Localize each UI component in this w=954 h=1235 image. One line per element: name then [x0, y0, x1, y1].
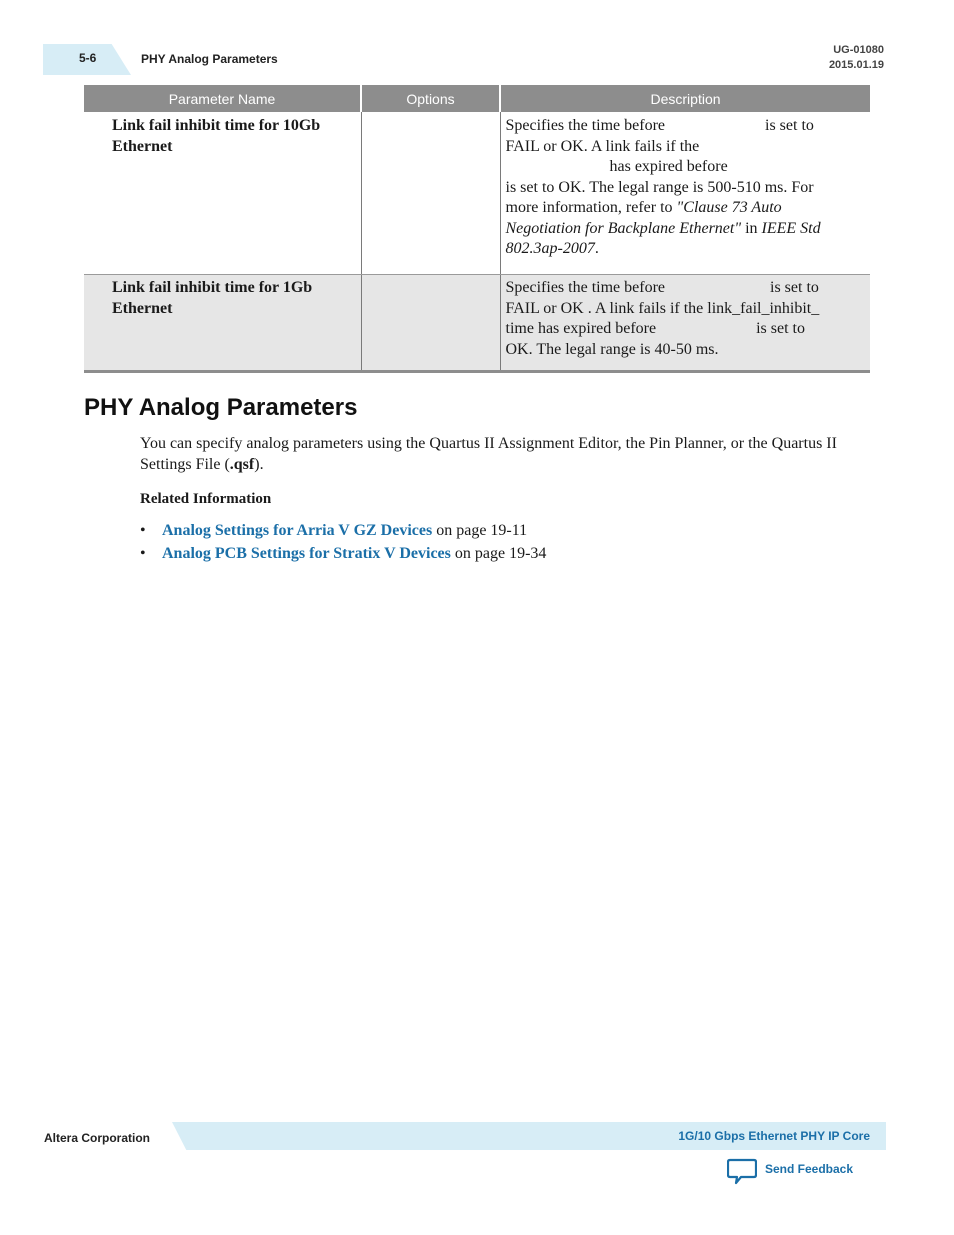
header-section-title: PHY Analog Parameters [141, 52, 278, 66]
desc-text: has expired before [609, 158, 728, 175]
page-reference: on page 19-11 [432, 522, 528, 539]
column-header-description: Description [500, 85, 870, 112]
desc-text: Specifies the time before [505, 117, 665, 134]
bullet-icon: • [140, 522, 146, 539]
desc-text: FAIL or OK . A link fails if the link_fail_inhibit_ [505, 299, 820, 317]
desc-text: FAIL or OK. A link fails if the [505, 137, 700, 155]
table-header-row [84, 85, 870, 112]
standard-reference: 802.3ap-2007 [505, 240, 595, 257]
column-header-parameter-name: Parameter Name [84, 85, 361, 112]
description-cell [500, 112, 870, 275]
desc-text: more information, refer to [505, 199, 677, 216]
column-header-options: Options [361, 85, 500, 112]
doc-date: 2015.01.19 [828, 59, 884, 71]
section-body [140, 433, 840, 475]
send-feedback-label: Send Feedback [765, 1162, 854, 1176]
desc-text: is set to [770, 279, 819, 296]
doc-id: UG-01080 [833, 44, 884, 56]
doc-info [829, 43, 884, 73]
desc-text: . [594, 240, 599, 257]
desc-text: time has expired before [505, 320, 657, 337]
standard-reference: IEEE Std [761, 219, 821, 237]
link-analog-settings-arria-v-gz[interactable]: Analog Settings for Arria V GZ Devices [162, 522, 433, 539]
list-item [140, 542, 546, 565]
desc-text: in [741, 219, 762, 237]
options-cell [361, 112, 500, 275]
table-row [84, 275, 870, 372]
desc-text: is set to [756, 320, 805, 337]
body-text: ). [254, 456, 264, 473]
qsf-extension: .qsf [229, 456, 255, 473]
page-reference: on page 19-34 [450, 545, 547, 562]
send-feedback-link[interactable] [727, 1158, 853, 1188]
page-number: 5-6 [79, 51, 97, 65]
link-analog-pcb-settings-stratix-v[interactable]: Analog PCB Settings for Stratix V Devices [162, 545, 451, 562]
related-links-list [140, 519, 546, 565]
desc-text: is set to [765, 117, 814, 134]
list-item [140, 519, 546, 542]
desc-text: Specifies the time before [505, 279, 665, 296]
section-heading: PHY Analog Parameters [84, 394, 358, 421]
options-cell [361, 275, 500, 372]
param-name-cell: Link fail inhibit time for 10Gb Ethernet [84, 112, 361, 275]
desc-text: OK. The legal range is 40-50 ms. [505, 340, 719, 358]
table-row [84, 112, 870, 275]
parameter-table [84, 85, 870, 373]
bullet-icon: • [140, 545, 146, 562]
desc-text: is set to OK. The legal range is 500-510 ms. For [505, 178, 814, 196]
description-cell [500, 275, 870, 372]
feedback-speech-bubble-icon [727, 1158, 757, 1186]
param-name-cell: Link fail inhibit time for 1Gb Ethernet [84, 275, 361, 372]
clause-reference: Negotiation for Backplane Ethernet" [505, 219, 742, 237]
footer-company: Altera Corporation [44, 1131, 151, 1145]
related-information-heading: Related Information [140, 491, 272, 507]
footer-doc-title: 1G/10 Gbps Ethernet PHY IP Core [678, 1129, 870, 1143]
body-text: You can specify analog parameters using the Quartus II Assignment Editor, the Pin Planner, or the Quartus II Settings File ( [140, 435, 837, 473]
clause-reference: "Clause 73 Auto [676, 199, 782, 216]
